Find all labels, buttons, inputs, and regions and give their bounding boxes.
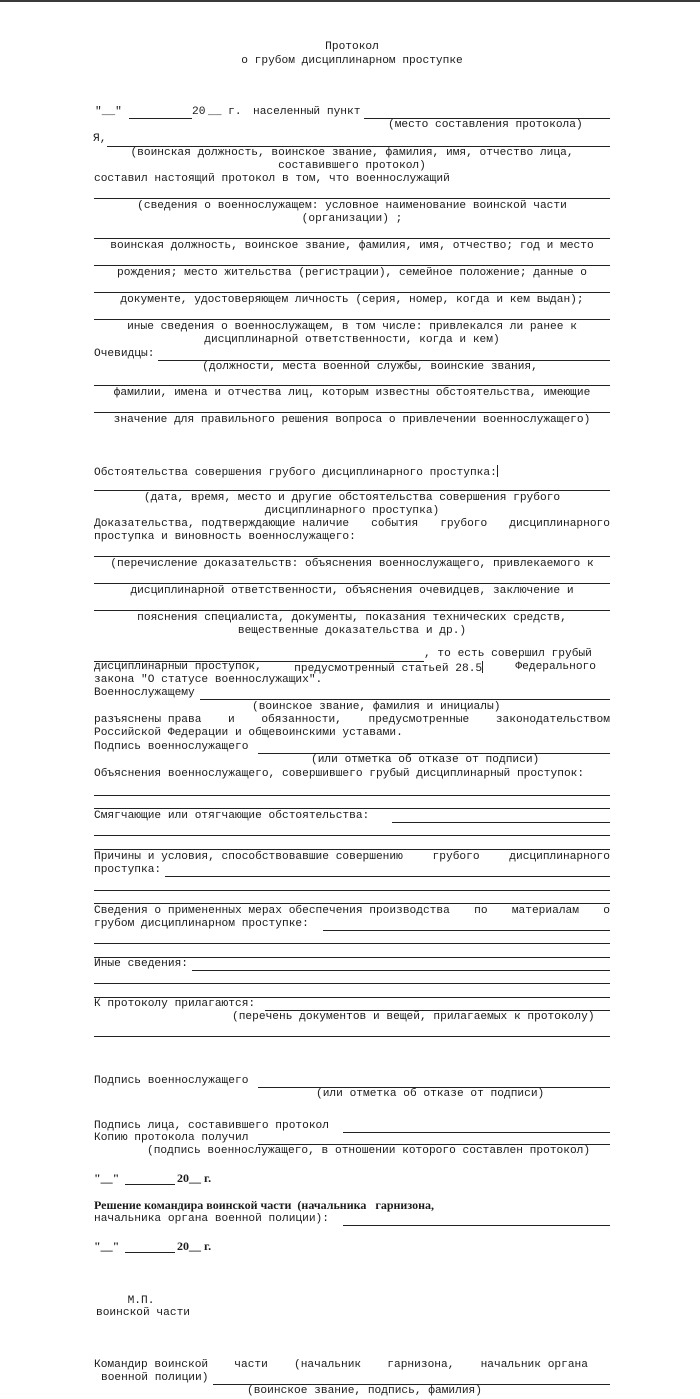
copy-received-hint: (подпись военнослужащего, в отношении которого составлен протокол)	[147, 1145, 591, 1157]
other-info-label: Иные сведения:	[94, 958, 188, 970]
witnesses-field-2[interactable]	[94, 385, 610, 386]
causes-field-2[interactable]	[94, 890, 610, 891]
evidence-label-line-1	[94, 518, 610, 531]
date-year-prefix: 20	[192, 106, 206, 118]
circumstances-label	[94, 465, 498, 480]
date-2-month-field[interactable]	[125, 1252, 175, 1253]
commander-line-1	[94, 1359, 588, 1372]
measures-line-1	[94, 905, 610, 918]
circumstances-label-text: Обстоятельства совершения грубого дисциплинарного проступка:	[94, 467, 497, 479]
other-info-field-1[interactable]	[192, 970, 610, 971]
serviceman-field-1[interactable]	[94, 198, 610, 199]
rights-word: и	[228, 714, 235, 726]
attachments-label: К протоколу прилагаются:	[94, 998, 256, 1010]
author-label: Я,	[93, 133, 107, 145]
decision-line-1: Решение командира воинской части (начальника гарнизона,	[94, 1198, 434, 1212]
witnesses-hint-1: (должности, места военной службы, воинские звания,	[202, 361, 538, 373]
causes-word: грубого	[432, 851, 480, 863]
date-1-day-blank: "__"	[94, 1171, 120, 1185]
copy-received-label: Копию протокола получил	[94, 1132, 249, 1144]
evidence-hint-4: вещественные доказательства и др.)	[237, 625, 467, 637]
commander-word: части	[234, 1359, 268, 1371]
seal-line-2: воинской части	[96, 1307, 190, 1319]
evidence-hint-3: пояснения специалиста, документы, показания технических средств,	[137, 612, 567, 624]
evidence-word: события	[371, 518, 419, 530]
measures-field-1[interactable]	[323, 930, 610, 931]
measures-word: о	[603, 905, 610, 917]
mitigating-field-1[interactable]	[392, 822, 610, 823]
serviceman-hint-1: (сведения о военнослужащем: условное наименование воинской части	[137, 200, 567, 212]
causes-field-1[interactable]	[165, 876, 610, 877]
violation-word: Федерального	[515, 661, 596, 673]
serviceman-hint-6: иные сведения о военнослужащем, в том числе: привлекался ли ранее к	[127, 321, 577, 333]
date-1-month-field[interactable]	[125, 1184, 175, 1185]
circumstances-hint-2: дисциплинарного проступка)	[264, 505, 440, 517]
causes-field-3[interactable]	[94, 903, 610, 904]
author-hint-1: (воинская должность, воинское звание, фамилия, имя, отчество лица,	[130, 147, 574, 159]
explanations-field-1[interactable]	[94, 795, 610, 796]
explanations-label: Объяснения военнослужащего, совершившего грубый дисциплинарный проступок:	[94, 768, 585, 780]
date-2-day-blank: "__"	[94, 1239, 120, 1253]
text-cursor	[482, 661, 483, 673]
measures-line-2: грубом дисциплинарном проступке:	[94, 918, 309, 930]
serviceman-field-4[interactable]	[94, 292, 610, 293]
date-day-blank: "__"	[95, 106, 122, 118]
seal-line-1: М.П.	[127, 1295, 155, 1307]
attachments-field-2[interactable]	[94, 1036, 610, 1037]
signature-1-label: Подпись военнослужащего	[94, 741, 249, 753]
rights-label: Военнослужащему	[94, 687, 195, 699]
commander-line-2: военной полиции)	[101, 1372, 209, 1384]
evidence-hint-1: (перечисление доказательств: объяснения военнослужащего, привлекаемого к	[110, 558, 594, 570]
decision-line-2: начальника органа военной полиции):	[94, 1213, 329, 1225]
signature-1-hint: (или отметка об отказе от подписи)	[311, 754, 540, 766]
witnesses-label: Очевидцы:	[94, 348, 155, 360]
evidence-label-line-2: проступка и виновность военнослужащего:	[94, 531, 356, 543]
evidence-word: грубого	[440, 518, 488, 530]
witnesses-field-3[interactable]	[94, 412, 610, 413]
causes-line-2: проступка:	[94, 864, 162, 876]
rights-line-2: Российской Федерации и общевоинскими уставами.	[94, 727, 403, 739]
evidence-word: дисциплинарного	[509, 518, 610, 530]
violation-word: дисциплинарный проступок,	[94, 661, 262, 673]
text-cursor	[497, 465, 498, 477]
commander-word: (начальник	[294, 1359, 362, 1371]
author-statement: составил настоящий протокол в том, что военнослужащий	[94, 173, 450, 185]
serviceman-hint-2: (организации) ;	[301, 213, 403, 225]
rights-word: обязанности,	[261, 714, 342, 726]
witnesses-hint-2: фамилии, имена и отчества лиц, которым известны обстоятельства, имеющие	[113, 387, 591, 399]
date-2-year: 20__ г.	[177, 1239, 212, 1253]
article-text: предусмотренный статьей 28.5	[294, 663, 483, 675]
circumstances-hint-1: (дата, время, место и другие обстоятельства совершения грубого	[143, 492, 561, 504]
causes-line-1	[94, 851, 610, 864]
author-hint-2: составившего протокол)	[278, 160, 426, 172]
serviceman-field-5[interactable]	[94, 319, 610, 320]
top-border	[0, 0, 700, 2]
evidence-hint-2: дисциплинарной ответственности, объяснения очевидцев, заключение и	[130, 585, 574, 597]
explanations-field-2[interactable]	[94, 808, 610, 809]
serviceman-hint-7: дисциплинарной ответственности, когда и кем)	[204, 334, 500, 346]
date-year-suffix: __ г.	[208, 106, 242, 118]
author-signature-label: Подпись лица, составившего протокол	[94, 1120, 329, 1132]
mitigating-field-3[interactable]	[94, 849, 610, 850]
causes-word: Причины и условия, способствовавшие совершению	[94, 851, 403, 863]
serviceman-hint-3: воинская должность, воинское звание, фамилия, имя, отчество; год и место	[110, 240, 594, 252]
commander-word: Командир воинской	[94, 1359, 209, 1371]
measures-word: Сведения о примененных мерах обеспечения производства	[94, 905, 450, 917]
commander-word: начальник органа	[480, 1359, 588, 1371]
place-hint: (место составления протокола)	[388, 119, 583, 131]
document-title: Протокол	[325, 41, 379, 53]
date-1-year: 20__ г.	[177, 1171, 212, 1185]
serviceman-field-2[interactable]	[94, 238, 610, 239]
circumstances-field[interactable]	[94, 490, 610, 491]
evidence-field-1[interactable]	[94, 556, 610, 557]
commander-hint: (воинское звание, подпись, фамилия)	[247, 1385, 482, 1397]
serviceman-field-3[interactable]	[94, 265, 610, 266]
rights-serviceman-field[interactable]	[200, 699, 610, 700]
rights-hint: (воинское звание, фамилия и инициалы)	[252, 701, 501, 713]
serviceman-hint-5: документе, удостоверяющем личность (серия, номер, когда и кем выдан);	[120, 294, 584, 306]
rights-word: предусмотренные	[368, 714, 470, 726]
witnesses-hint-3: значение для правильного решения вопроса о привлечении военнослужащего)	[113, 414, 591, 426]
date-month-field[interactable]	[129, 118, 192, 119]
evidence-field-3[interactable]	[94, 610, 610, 611]
other-info-field-2[interactable]	[94, 983, 610, 984]
mitigating-label: Смягчающие или отягчающие обстоятельства:	[94, 810, 370, 822]
author-signature-field[interactable]	[343, 1132, 610, 1133]
violation-line-1-tail: , то есть совершил грубый	[424, 648, 592, 660]
commander-word: гарнизона,	[387, 1359, 455, 1371]
mitigating-field-2[interactable]	[94, 835, 610, 836]
evidence-word: Доказательства, подтверждающие наличие	[94, 518, 350, 530]
attachments-hint: (перечень документов и вещей, прилагаемых к протоколу)	[232, 1011, 595, 1023]
signature-2-hint: (или отметка об отказе от подписи)	[316, 1088, 545, 1100]
signature-2-label: Подпись военнослужащего	[94, 1075, 249, 1087]
measures-field-2[interactable]	[94, 943, 610, 944]
serviceman-hint-4: рождения; место жительства (регистрации), семейное положение; данные о	[117, 267, 587, 279]
measures-word: по	[474, 905, 488, 917]
violation-line-3: закона "О статусе военнослужащих".	[94, 674, 323, 686]
causes-word: дисциплинарного	[509, 851, 610, 863]
place-label: населенный пункт	[253, 106, 361, 118]
document-subtitle: о грубом дисциплинарном проступке	[241, 55, 463, 67]
decision-field[interactable]	[343, 1225, 610, 1226]
violation-word-article	[294, 661, 483, 676]
evidence-field-2[interactable]	[94, 583, 610, 584]
measures-word: материалам	[511, 905, 579, 917]
rights-line-1	[94, 714, 610, 727]
rights-word: законодательством	[495, 714, 610, 726]
rights-word: разъяснены права	[94, 714, 202, 726]
